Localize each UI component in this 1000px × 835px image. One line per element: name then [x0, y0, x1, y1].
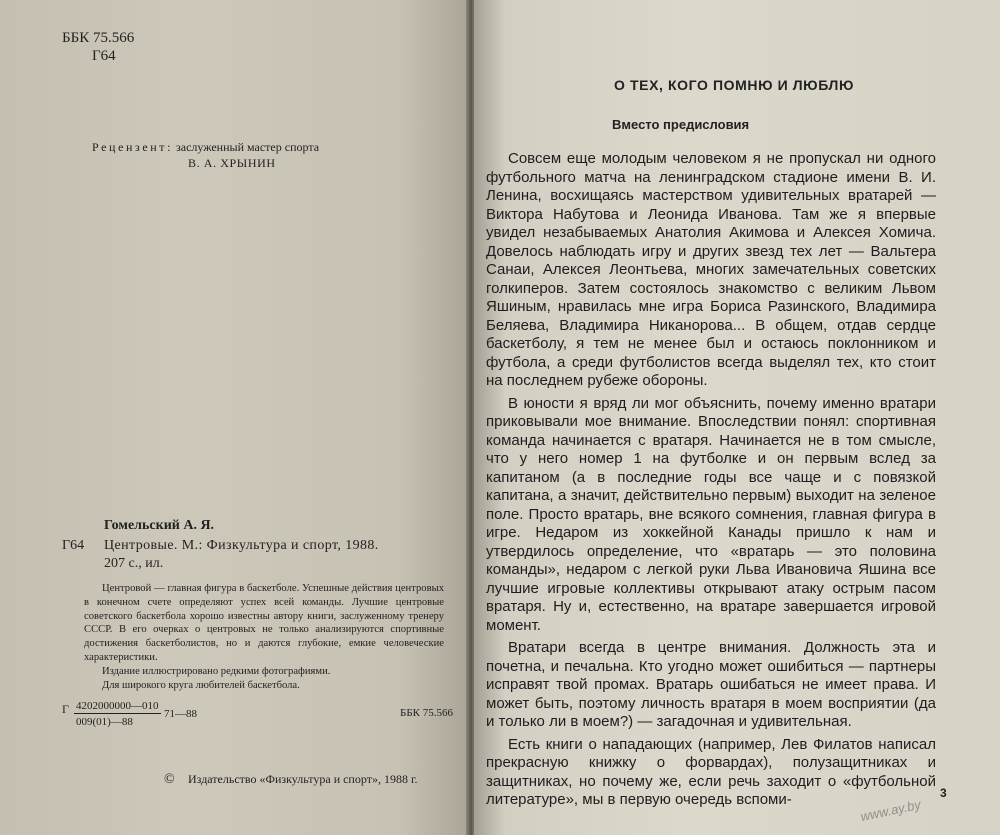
watermark: www.ay.by	[859, 796, 923, 825]
annotation-paragraph: Издание иллюстрировано редкими фотографиями.	[102, 665, 331, 677]
book-description: Центровые. М.: Физкультура и спорт, 1988.	[104, 538, 379, 553]
bbk-code: ББК 75.566	[62, 30, 135, 46]
bbk-code-bottom: ББК 75.566	[400, 707, 453, 719]
index-letter: Г64	[62, 538, 85, 553]
annotation-paragraph: Центровой — главная фигура в баскетболе. Успешные действия центровых в конечном счете определяют успех всей команды. Лучшие центровые советского баскетбола хорошо известны автору книги, заслуженному тренеру СССР. В его очерках о центровых не только анализируются спортивные достижения баскетболистов, но и даются глубокие, емкие человеческие характеристики.	[84, 583, 444, 663]
reviewer-name: В. А. ХРЫНИН	[188, 156, 276, 170]
body-text	[486, 150, 936, 814]
copyright-icon: ©	[164, 772, 175, 787]
reviewer-title: заслуженный мастер спорта	[176, 140, 320, 154]
reviewer-label: Рецензент:	[92, 140, 174, 154]
catalog-code-denominator: 009(01)—88	[76, 716, 133, 728]
annotation-paragraph: Для широкого круга любителей баскетбола.	[102, 679, 300, 691]
chapter-title: О ТЕХ, КОГО ПОМНЮ И ЛЮБЛЮ	[614, 77, 854, 93]
body-paragraph: Вратари всегда в центре внимания. Должность эта и почетна, и печальна. Кто угодно может ошибиться — партнеры исправят твой промах. Вратарь ошибаться не имеет права. И может быть, поэтому личность вратаря в моем восприятии (да и только ли в моем?) — загадочная и удивительная.	[486, 639, 936, 730]
catalog-code-suffix: 71—88	[164, 708, 197, 720]
catalog-letter: Г	[62, 702, 69, 716]
author-name: Гомельский А. Я.	[104, 518, 215, 533]
annotation	[84, 582, 444, 692]
left-page	[0, 0, 470, 835]
author-mark-code: Г64	[92, 48, 116, 64]
copyright-text: Издательство «Физкультура и спорт», 1988 г.	[188, 772, 418, 786]
body-paragraph: Совсем еще молодым человеком я не пропускал ни одного футбольного матча на ленинградском стадионе имени В. И. Ленина, восхищаясь мастерством удивительных вратарей — Виктора Набутова и Леонида Иванова. Там же я впервые увидел незабываемых Анатолия Акимова и Алексея Хомича. Довелось наблюдать игру и других звезд тех лет — Вальтера Санаи, Алексея Леонтьева, многих замечательных советских голкиперов. Затем состоялось знакомство с великим Львом Яшиным, нравилась мне игра Бориса Разинского, Владимира Беляева, Владимира Никанорова... В общем, отдав сердце баскетболу, я тем не менее был и остаюсь поклонником и футбола, а среди футболистов всегда выделял тех, кто стоит на последнем рубеже обороны.	[486, 150, 936, 389]
catalog-code-numerator: 4202000000—010	[76, 700, 159, 712]
chapter-subtitle: Вместо предисловия	[612, 117, 750, 132]
body-paragraph: В юности я вряд ли мог объяснить, почему именно вратари приковывали мое внимание. Впоследствии понял: спортивная команда начинается с вратаря. Начинается не в том смысле, что у него номер 1 на футболке и он первым вслед за капитаном (а в последние годы все чаще и с повязкой капитана, а значит, действительно первым) выходит на зеленое поле. Просто вратарь, вне всякого сомнения, главная фигура в игре. Недаром из хоккейной Канады пришло к нам и утвердилось определение, что «вратарь — это половина команды», недаром с легкой руки Льва Ивановича Яшина все лучшие игровые коллективы открывают атаку острым пасом вратаря. Ну и, естественно, на вратаре завершается игровой момент.	[486, 394, 936, 634]
page-count: 207 с., ил.	[104, 556, 164, 571]
page-number: 3	[940, 786, 947, 800]
body-paragraph: Есть книги о нападающих (например, Лев Филатов написал прекрасную книжку о форвардах), полузащитниках и защитниках, но почему же, если речь заходит о «футбольной литературе», мы в первую очередь вспоми-	[486, 735, 936, 808]
